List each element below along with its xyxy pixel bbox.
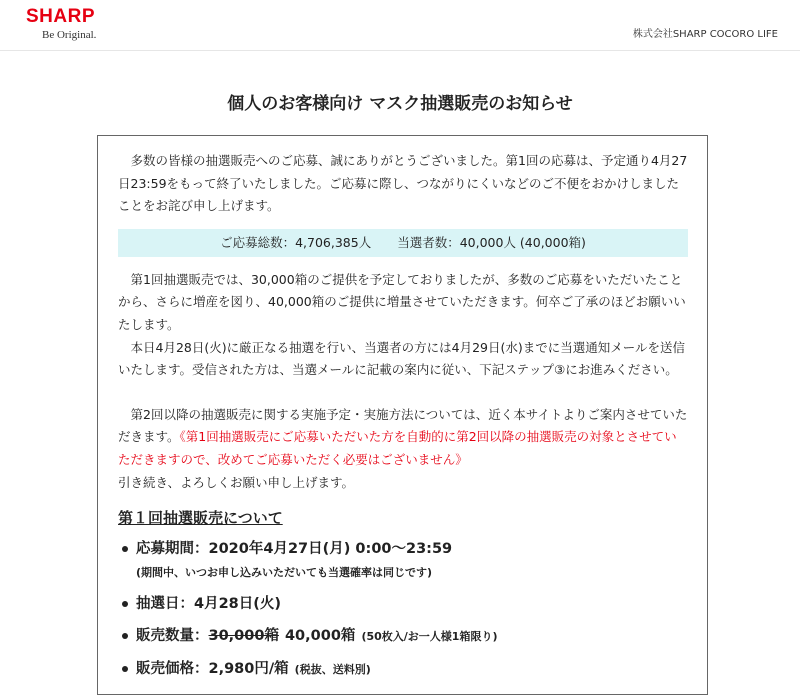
notice-box: [97, 135, 708, 695]
draw-date: 抽選日：4月28日(火): [136, 596, 282, 613]
draw-paragraph: 本日4月28日(火)に厳正なる抽選を行い、当選者の方には4月29日(水)までに当選通知メールを送信いたします。受信された方は、当選メールに記載の案内に従い、下記ステップ③にお進みください。: [118, 339, 685, 378]
notice-content: [118, 150, 688, 691]
application-period: 応募期間：2020年4月27日(月) 0:00～23:59: [136, 541, 453, 558]
intro-paragraph: 多数の皆様の抽選販売へのご応募、誠にありがとうございました。第1回の応募は、予定通り4月27日23:59をもって終了いたしました。ご応募に際し、つながりにくいなどのご不便をおかけしましたことをお詫び申し上げます。: [118, 153, 688, 214]
auto-entry-notice: 《第1回抽選販売にご応募いただいた方を自動的に第2回以降の抽選販売の対象とさせていただきますので、改めてご応募いただく必要はございません》: [118, 429, 677, 467]
list-item: [118, 593, 688, 615]
period-note: (期間中、いつお申し込みいただいても当選確率は同じです): [136, 566, 433, 580]
sales-price: [136, 658, 688, 681]
stats-banner: [118, 229, 688, 257]
spacer: [118, 382, 688, 404]
sales-quantity: [136, 625, 688, 648]
quantity-label: 販売数量：: [136, 628, 209, 645]
section-title: 第１回抽選販売について: [118, 509, 283, 528]
next-round-text: 第2回以降の抽選販売に関する実施予定・実施方法については、近く本サイトよりご案内させていただきます。: [118, 406, 688, 445]
next-round-paragraph: [118, 404, 688, 472]
site-header: [0, 0, 800, 51]
company-name: 株式会社SHARP COCORO LIFE: [632, 29, 778, 40]
price-note: (税抜、送料別): [294, 663, 371, 677]
list-item: [118, 625, 688, 648]
logo-wordmark: SHARP: [26, 6, 96, 27]
quantity-old: 30,000箱: [208, 628, 279, 645]
closing-text: 引き続き、よろしくお願い申し上げます。: [118, 474, 355, 490]
quantity-new: 40,000箱: [284, 628, 356, 645]
sharp-logo[interactable]: [26, 6, 116, 42]
list-item: [118, 658, 688, 681]
list-item: [118, 538, 688, 583]
applicants-count: ご応募総数：4,706,385人: [220, 234, 372, 250]
price-text: 販売価格：2,980円/箱: [136, 661, 289, 678]
winners-count: 当選者数：40,000人 (40,000箱): [397, 234, 586, 250]
page-title: 個人のお客様向け マスク抽選販売のお知らせ: [227, 94, 573, 114]
quantity-note: (50枚入/お一人様1箱限り): [361, 630, 498, 644]
logo-tagline: Be Original.: [42, 29, 97, 41]
supply-paragraph: 第1回抽選販売では、30,000箱のご提供を予定しておりましたが、多数のご応募をいただいたことから、さらに増産を図り、40,000箱のご提供に増量させていただきます。何卒ご了承のほどお願いいたします。: [118, 271, 686, 332]
sale-details-list: [118, 538, 688, 681]
